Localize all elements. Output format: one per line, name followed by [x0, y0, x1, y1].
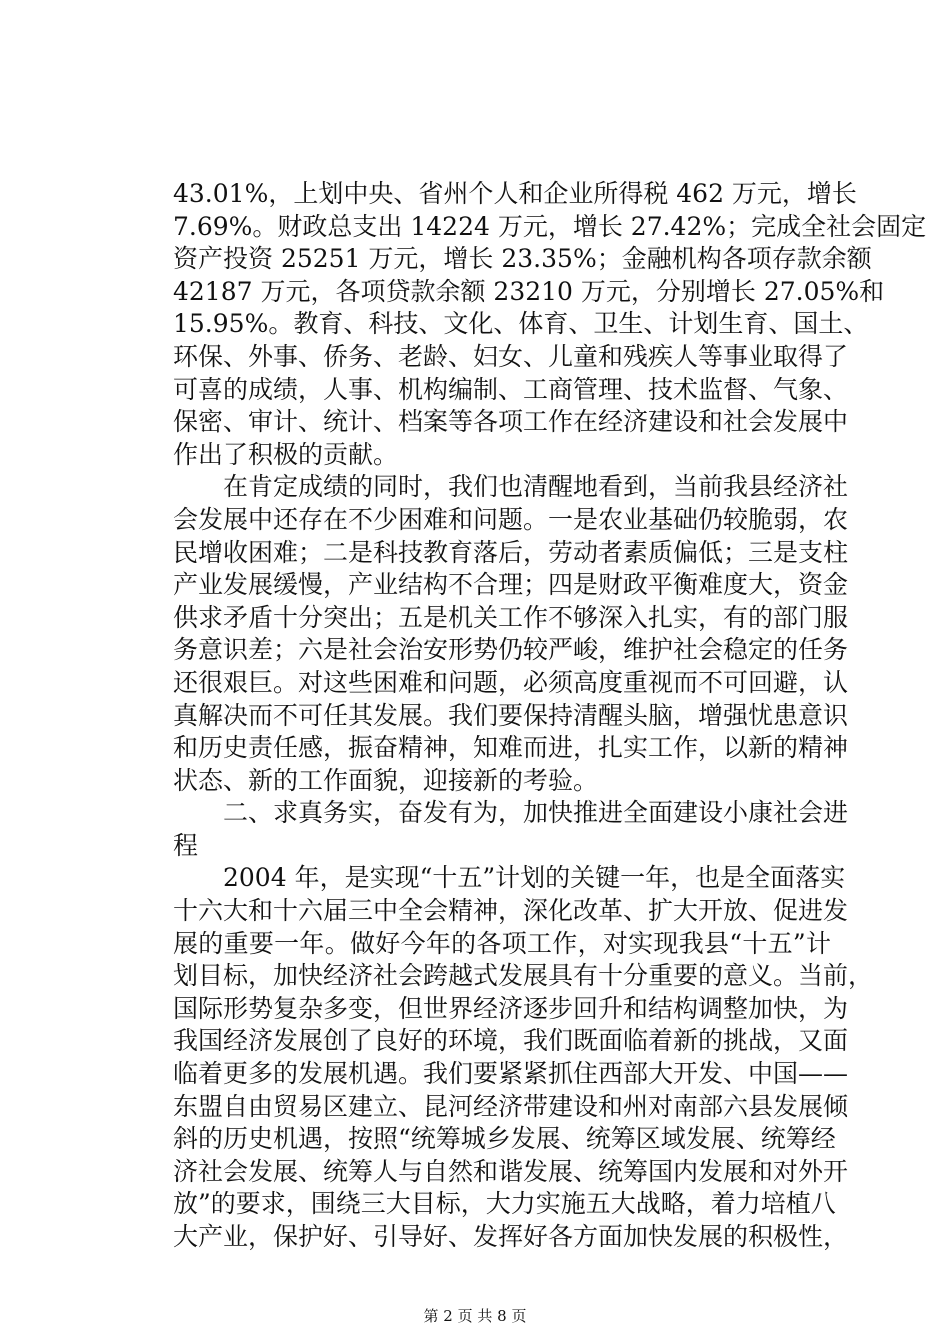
text-line: 务意识差；六是社会治安形势仍较严峻，维护社会稳定的任务	[173, 635, 849, 665]
text-line: 大产业，保护好、引导好、发挥好各方面加快发展的积极性，	[173, 1222, 849, 1251]
text-line: 十六大和十六届三中全会精神，深化改革、扩大开放、促进发	[173, 896, 849, 926]
text-line: 放”的要求，围绕三大目标，大力实施五大战略，着力培植八	[173, 1189, 836, 1219]
text-line: 和历史责任感，振奋精神，知难而进，扎实工作，以新的精神	[173, 733, 849, 763]
text-line: 还很艰巨。对这些困难和问题，必须高度重视而不可回避，认	[173, 667, 849, 697]
text-line: 斜的历史机遇，按照“统筹城乡发展、统筹区域发展、统筹经	[173, 1124, 836, 1154]
text-line: 临着更多的发展机遇。我们要紧紧抓住西部大开发、中国——	[173, 1059, 849, 1089]
text-line: 环保、外事、侨务、老龄、妇女、儿童和残疾人等事业取得了	[173, 341, 849, 371]
text-line: 展的重要一年。做好今年的各项工作，对实现我县“十五”计	[173, 928, 831, 958]
text-line: 15.95%。教育、科技、文化、体育、卫生、计划生育、国土、	[173, 309, 869, 339]
text-line: 济社会发展、统筹人与自然和谐发展、统筹国内发展和对外开	[173, 1156, 849, 1186]
text-line: 状态、新的工作面貌，迎接新的考验。	[173, 765, 599, 795]
text-line: 东盟自由贸易区建立、昆河经济带建设和州对南部六县发展倾	[173, 1091, 849, 1121]
text-line: 我国经济发展创了良好的环境，我们既面临着新的挑战，又面	[173, 1026, 849, 1056]
text-line: 可喜的成绩，人事、机构编制、工商管理、技术监督、气象、	[173, 374, 849, 404]
page-footer: 第 2 页 共 8 页	[423, 1307, 527, 1325]
text-line: 国际形势复杂多变，但世界经济逐步回升和结构调整加快，为	[173, 993, 849, 1023]
section-heading-line: 程	[173, 830, 199, 860]
text-line: 会发展中还存在不少困难和问题。一是农业基础仍较脆弱，农	[173, 504, 849, 534]
text-line: 划目标，加快经济社会跨越式发展具有十分重要的意义。当前，	[173, 961, 874, 991]
text-line: 43.01%，上划中央、省州个人和企业所得税 462 万元，增长	[173, 179, 857, 208]
text-line: 保密、审计、统计、档案等各项工作在经济建设和社会发展中	[173, 407, 849, 437]
section-heading-line: 二、求真务实，奋发有为，加快推进全面建设小康社会进	[173, 798, 849, 828]
text-line: 42187 万元，各项贷款余额 23210 万元，分别增长 27.05%和	[173, 276, 885, 306]
text-line: 资产投资 25251 万元，增长 23.35%；金融机构各项存款余额	[173, 244, 872, 274]
text-line: 2004 年，是实现“十五”计划的关键一年，也是全面落实	[173, 863, 846, 893]
text-line: 产业发展缓慢，产业结构不合理；四是财政平衡难度大，资金	[173, 570, 849, 600]
text-line: 真解决而不可任其发展。我们要保持清醒头脑，增强忧患意识	[173, 700, 849, 730]
text-line: 供求矛盾十分突出；五是机关工作不够深入扎实，有的部门服	[173, 602, 849, 632]
text-line: 作出了积极的贡献。	[173, 439, 399, 469]
text-line: 民增收困难；二是科技教育落后，劳动者素质偏低；三是支柱	[173, 537, 849, 567]
text-line: 在肯定成绩的同时，我们也清醒地看到，当前我县经济社	[173, 472, 849, 502]
text-line: 7.69%。财政总支出 14224 万元，增长 27.42%；完成全社会固定	[173, 211, 927, 241]
document-body	[173, 178, 927, 1254]
